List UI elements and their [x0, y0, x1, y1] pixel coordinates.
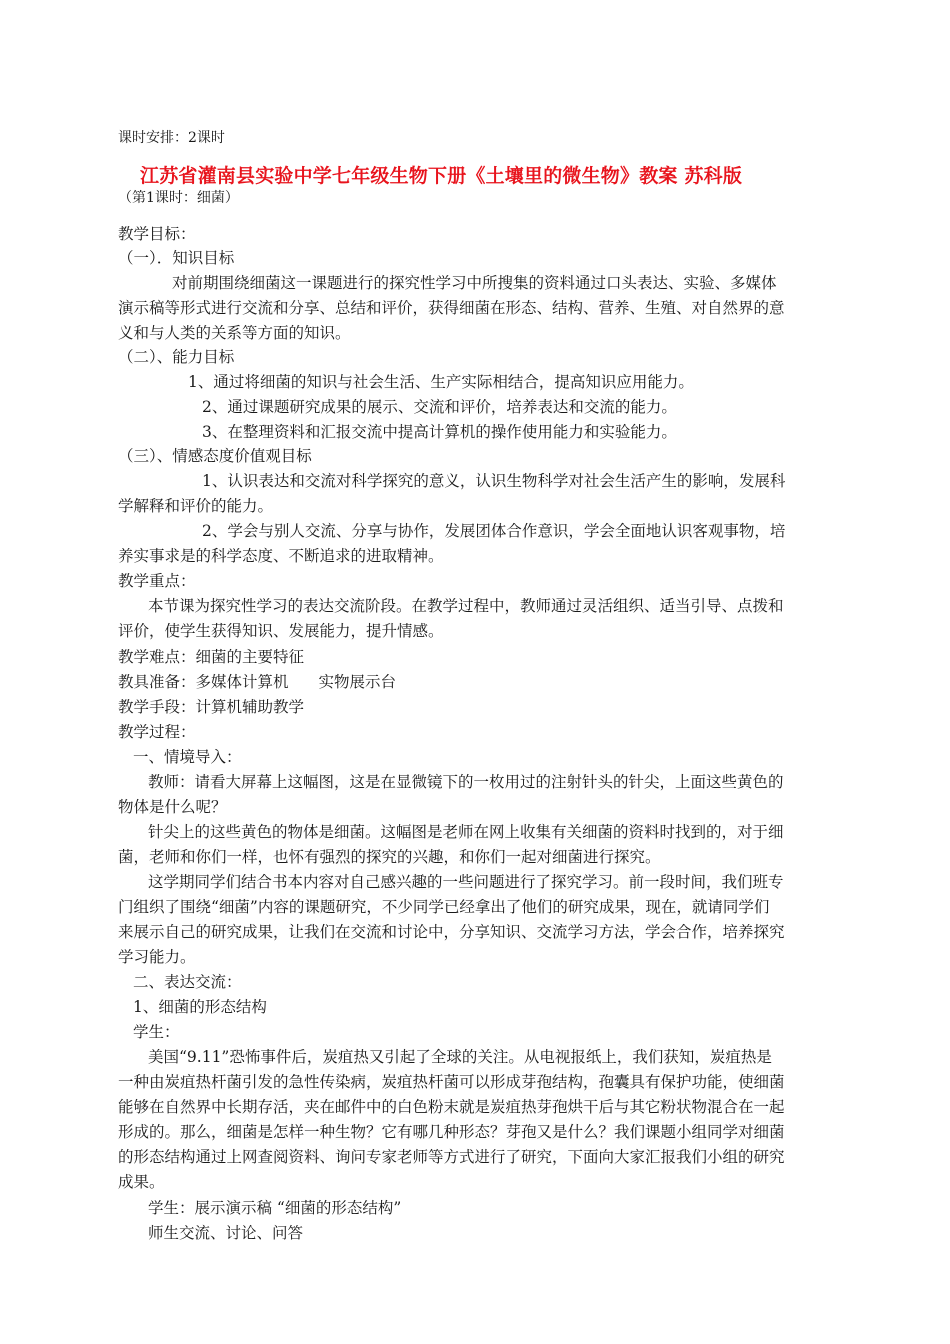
intro-text-line: 菌，老师和你们一样，也怀有强烈的探究的兴趣，和你们一起对细菌进行探究。: [118, 848, 661, 866]
ability-item: 2、通过课题研究成果的展示、交流和评价，培养表达和交流的能力。: [202, 398, 677, 416]
intro-text-line: 学习能力。: [118, 948, 196, 966]
emotion-text-line: 学解释和评价的能力。: [118, 497, 274, 515]
intro-text-line: 门组织了围绕“细菌”内容的课题研究，不少同学已经拿出了他们的研究成果，现在，就请同学们: [118, 898, 770, 916]
shape-heading: 1、细菌的形态结构: [133, 998, 267, 1016]
ability-item: 1、通过将细菌的知识与社会生活、生产实际相结合，提高知识应用能力。: [188, 373, 694, 391]
intro-text-line: 针尖上的这些黄色的物体是细菌。这幅图是老师在网上收集有关细菌的资料时找到的，对于细: [148, 823, 784, 841]
demo-line: 学生：展示演示稿 “细菌的形态结构”: [148, 1199, 402, 1217]
intro-text-line: 这学期同学们结合书本内容对自己感兴趣的一些问题进行了探究学习。前一段时间，我们班专: [148, 873, 784, 891]
student-label: 学生：: [133, 1023, 180, 1041]
shape-text-line: 成果。: [118, 1173, 165, 1191]
focus-heading: 教学重点：: [118, 572, 196, 590]
ability-heading: （二）、能力目标: [118, 348, 235, 366]
intro-text-line: 来展示自己的研究成果，让我们在交流和讨论中，分享知识、交流学习方法，学会合作，培养探究: [118, 923, 785, 941]
shape-text-line: 能够在自然界中长期存活，夹在邮件中的白色粉末就是炭疽热芽孢烘干后与其它粉状物混合在一起: [118, 1098, 785, 1116]
equipment-extra: 实物展示台: [318, 673, 397, 691]
means-line: 教学手段：计算机辅助教学: [118, 698, 305, 716]
intro-text-line: 教师：请看大屏幕上这幅图，这是在显微镜下的一枚用过的注射针头的针尖，上面这些黄色的: [148, 773, 784, 791]
discussion-line: 师生交流、讨论、问答: [148, 1224, 304, 1242]
knowledge-heading: （一）．知识目标: [118, 249, 235, 267]
focus-text-line: 评价，使学生获得知识、发展能力，提升情感。: [118, 622, 444, 640]
knowledge-text-line: 义和与人类的关系等方面的知识。: [118, 324, 351, 342]
emotion-text-line: 养实事求是的科学态度、不断追求的进取精神。: [118, 547, 444, 565]
difficulty-line: 教学难点：细菌的主要特征: [118, 648, 305, 666]
knowledge-text-line: 演示稿等形式进行交流和分享、总结和评价，获得细菌在形态、结构、营养、生殖、对自然界的意: [118, 299, 785, 317]
shape-text-line: 的形态结构通过上网查阅资料、询问专家老师等方式进行了研究，下面向大家汇报我们小组的研究: [118, 1148, 785, 1166]
exchange-heading: 二、表达交流：: [133, 973, 242, 991]
equipment-label: 教具准备：多媒体计算机: [118, 673, 289, 691]
schedule-line: 课时安排：2课时: [118, 130, 225, 146]
shape-text-line: 一种由炭疽热杆菌引发的急性传染病，炭疽热杆菌可以形成芽孢结构，孢囊具有保护功能，使细菌: [118, 1073, 785, 1091]
shape-text-line: 形成的。那么，细菌是怎样一种生物？它有哪几种形态？芽孢又是什么？我们课题小组同学对细菌: [118, 1123, 785, 1141]
shape-text-line: 美国“9.11”恐怖事件后，炭疽热又引起了全球的关注。从电视报纸上，我们获知，炭疽热是: [148, 1048, 772, 1066]
objectives-heading: 教学目标：: [118, 225, 196, 243]
ability-item: 3、在整理资料和汇报交流中提高计算机的操作使用能力和实验能力。: [202, 423, 677, 441]
lesson-subtitle: （第1课时：细菌）: [118, 190, 239, 206]
intro-text-line: 物体是什么呢？: [118, 798, 227, 816]
document-title: 江苏省灌南县实验中学七年级生物下册《土壤里的微生物》教案 苏科版: [140, 165, 743, 187]
emotion-text-line: 2、学会与别人交流、分享与协作，发展团体合作意识，学会全面地认识客观事物，培: [202, 522, 786, 540]
knowledge-text-line: 对前期围绕细菌这一课题进行的探究性学习中所搜集的资料通过口头表达、实验、多媒体: [172, 274, 777, 292]
focus-text-line: 本节课为探究性学习的表达交流阶段。在教学过程中，教师通过灵活组织、适当引导、点拨和: [148, 597, 784, 615]
intro-heading: 一、情境导入：: [133, 748, 242, 766]
emotion-heading: （三）、情感态度价值观目标: [118, 447, 312, 465]
emotion-text-line: 1、认识表达和交流对科学探究的意义，认识生物科学对社会生活产生的影响，发展科: [202, 472, 786, 490]
equipment-line: [118, 670, 396, 694]
process-heading: 教学过程：: [118, 723, 196, 741]
